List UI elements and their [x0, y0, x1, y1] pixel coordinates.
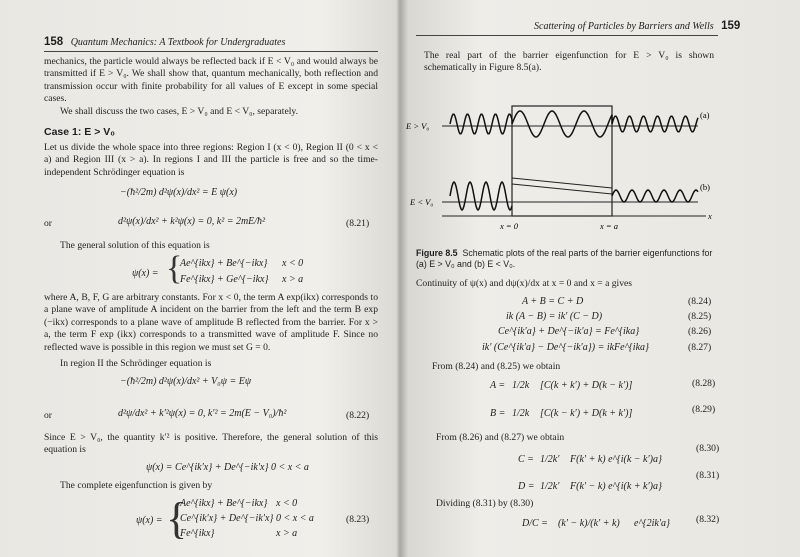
left-header — [44, 36, 285, 48]
eq-8-23-brace: { — [166, 494, 188, 543]
right-header-rule — [416, 35, 718, 36]
regions-paragraph: Let us divide the whole space into three regions: Region I (x < 0), Region II (0 < x < a) and Region III (x > a). In regions I and III the particle is free and so the time-independent Schrödinger equation is — [44, 142, 378, 178]
solution-line-1-cond: x < 0 — [282, 258, 304, 269]
eq-schrodinger-free: −(ħ²/2m) d²ψ(x)/dx² = E ψ(x) — [120, 187, 238, 198]
from-line-1: From (8.24) and (8.25) we obtain — [432, 361, 561, 372]
discuss-line: We shall discuss the two cases, E > V₀ and E < V₀, separately. — [60, 106, 298, 117]
case-heading: Case 1: E > V₀ — [44, 126, 115, 138]
constants-paragraph: where A, B, F, G are arbitrary constants. For x < 0, the term A exp(ikx) corresponds to a plane wave of amplitude A incident on the barrier from the left and the term B exp (−ikx) corresponds to a plane wave of amplitude B reflected from the barrier. For x > a, the term F exp (ikx) corresponds to a transmitted wave of amplitude F. Since no reflected wave is possible in this region we must set G = 0. — [44, 292, 378, 353]
solution-line-2: Fe^{ikx} + Ge^{−ikx} — [180, 274, 269, 285]
figure-caption — [416, 248, 716, 270]
label-xa: x = a — [600, 221, 619, 231]
eq-8-23-line-3: Fe^{ikx} — [180, 528, 215, 539]
eq-8-29-rhs: [C(k − k′) + D(k + k′)] — [540, 408, 633, 419]
eq-8-30-fraction: 1/2k′ — [540, 454, 560, 465]
eq-8-26: Ce^{ik′a} + De^{−ik′a} = Fe^{ika} — [498, 326, 640, 337]
left-running-head: Quantum Mechanics: A Textbook for Undergraduates — [70, 37, 286, 48]
eq-8-23-line-2: Ce^{ik′x} + De^{−ik′x} — [180, 513, 274, 524]
from-line-2: From (8.26) and (8.27) we obtain — [436, 432, 565, 443]
decay-line-lower — [512, 184, 612, 194]
right-header — [534, 20, 740, 32]
eq-8-31-rhs: F(k′ − k) e^{i(k + k′)a} — [570, 481, 662, 492]
eq-8-23-number: (8.23) — [346, 514, 370, 525]
wave-a — [450, 111, 698, 137]
caption-text: Schematic plots of the real parts of the barrier eigenfunctions for (a) E > V₀ and (b) E < V₀. — [416, 248, 713, 269]
continuity-line: Continuity of ψ(x) and dψ(x)/dx at x = 0 and x = a gives — [416, 278, 633, 289]
label-top-level: E > V₀ — [406, 121, 430, 131]
left-page — [0, 0, 398, 557]
right-running-head: Scattering of Particles by Barriers and Wells — [534, 21, 714, 32]
eq-8-30-lhs: C = — [518, 454, 534, 465]
solution-line-1: Ae^{ikx} + Be^{−ikx} — [180, 258, 268, 269]
solution-line-2-cond: x > a — [282, 274, 304, 285]
eq-schrodinger-barrier: −(ħ²/2m) d²ψ(x)/dx² + V₀ψ = Eψ — [120, 376, 252, 387]
eq-8-24-number: (8.24) — [688, 296, 712, 307]
eq-8-31-number: (8.31) — [696, 470, 720, 481]
eq-8-23-line-2-cond: 0 < x < a — [276, 513, 314, 524]
figure-8-5 — [402, 96, 722, 246]
eq-8-32-fraction: (k′ − k)/(k′ + k) — [558, 518, 620, 529]
label-a: (a) — [700, 110, 710, 120]
dividing-line: Dividing (8.31) by (8.30) — [436, 498, 534, 509]
eq-8-23-line-3-cond: x > a — [276, 528, 298, 539]
since-paragraph: Since E > V₀, the quantity k′² is positive. Therefore, the general solution of this equation is — [44, 432, 378, 456]
label-bottom-level: E < V₀ — [410, 197, 434, 207]
right-page — [402, 0, 800, 557]
general-solution-intro: The general solution of this equation is — [60, 240, 210, 251]
eq-8-32-number: (8.32) — [696, 514, 720, 525]
label-b: (b) — [700, 182, 710, 192]
solution-psi: ψ(x) = — [132, 268, 159, 279]
eq-8-25: ik (A − B) = ik′ (C − D) — [506, 311, 603, 322]
or-label-1: or — [44, 218, 52, 229]
label-x0: x = 0 — [500, 221, 519, 231]
eq-8-30-number: (8.30) — [696, 443, 720, 454]
right-page-number: 159 — [721, 20, 741, 32]
eq-8-29-number: (8.29) — [692, 404, 716, 415]
label-x-axis: x — [708, 211, 712, 221]
eq-8-26-number: (8.26) — [688, 326, 712, 337]
eq-8-23-psi: ψ(x) = — [136, 515, 163, 526]
eq-8-27-number: (8.27) — [688, 342, 712, 353]
solution-region-2: ψ(x) = Ce^{ik′x} + De^{−ik′x} 0 < x < a — [146, 462, 309, 473]
eq-8-29-lhs: B = — [490, 408, 506, 419]
eq-8-28-rhs: [C(k + k′) + D(k − k′)] — [540, 380, 633, 391]
eq-8-21-number: (8.21) — [346, 218, 370, 229]
eq-8-24: A + B = C + D — [522, 296, 584, 307]
figure-intro: The real part of the barrier eigenfunction for E > V₀ is shown schematically in Figure 8.5(a). — [424, 50, 714, 74]
eq-8-22-number: (8.22) — [346, 410, 370, 421]
left-header-rule — [44, 51, 378, 52]
wave-b — [450, 182, 698, 210]
eq-8-23-line-1: Ae^{ikx} + Be^{−ikx} — [180, 498, 268, 509]
eq-8-28-fraction: 1/2k — [512, 380, 530, 391]
or-label-2: or — [44, 410, 52, 421]
eq-8-29-fraction: 1/2k — [512, 408, 530, 419]
eq-8-30-rhs: F(k′ + k) e^{i(k − k′)a} — [570, 454, 662, 465]
caption-label: Figure 8.5 — [416, 248, 458, 258]
solution-brace: { — [166, 250, 183, 287]
intro-paragraph: mechanics, the particle would always be reflected back if E < V₀ and would always be transmitted if E > V₀. We shall show that, quantum mechanically, both reflection and transmission occur with finite probability for all values of E except in some special cases. — [44, 56, 378, 105]
eq-8-25-number: (8.25) — [688, 311, 712, 322]
region2-intro: In region II the Schrödinger equation is — [60, 358, 212, 369]
complete-intro: The complete eigenfunction is given by — [60, 480, 213, 491]
eq-8-31-lhs: D = — [518, 481, 535, 492]
eq-8-32-rhs: e^{2ik′a} — [634, 518, 671, 529]
eq-8-21: d²ψ(x)/dx² + k²ψ(x) = 0, k² = 2mE/ħ² — [118, 216, 266, 227]
eq-8-32-lhs: D/C = — [522, 518, 548, 529]
eq-8-22: d²ψ/dx² + k′²ψ(x) = 0, k′² = 2m(E − V₀)/ħ² — [118, 408, 287, 419]
eq-8-28-lhs: A = — [490, 380, 506, 391]
eq-8-31-fraction: 1/2k′ — [540, 481, 560, 492]
eq-8-28-number: (8.28) — [692, 378, 716, 389]
decay-line-upper — [512, 178, 612, 188]
eq-8-27: ik′ (Ce^{ik′a} − De^{−ik′a}) = ikFe^{ika} — [482, 342, 650, 353]
eq-8-23-line-1-cond: x < 0 — [276, 498, 298, 509]
left-page-number: 158 — [44, 36, 64, 48]
